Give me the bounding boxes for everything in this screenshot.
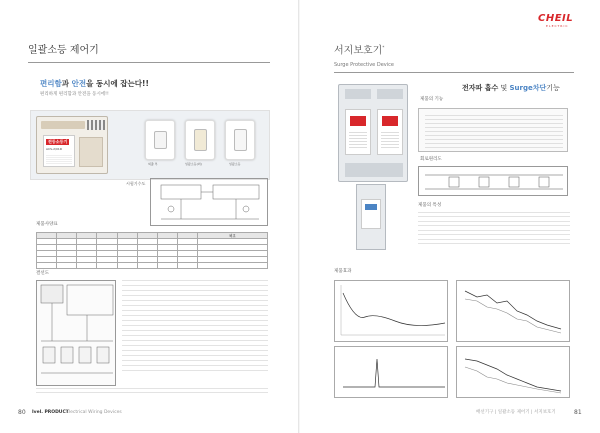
- left-page-number: 80: [18, 409, 26, 416]
- switch-label-1: 외출 부: [148, 162, 158, 166]
- left-subline: 편리하게 편리함과 안전을 동시에!!: [40, 92, 109, 97]
- right-page: [300, 0, 600, 433]
- spec-header-cell: 비고: [198, 233, 268, 239]
- right-headline: 전자파 흡수 및 Surge차단기능: [462, 84, 560, 92]
- switch-card-3: [225, 120, 255, 160]
- right-page-title: 서지보호기*: [334, 45, 385, 57]
- characteristics-block: [418, 212, 570, 248]
- surge-protector-product-image: [338, 84, 408, 182]
- spec-table-cell: [77, 263, 97, 269]
- spec-table-cell: [117, 263, 137, 269]
- left-footer-brand: Ivel. PRODUCT: [32, 410, 69, 415]
- spec-table-cell: [177, 263, 197, 269]
- effect-graph-2-svg: [457, 281, 571, 343]
- connection-diagram: [36, 280, 116, 386]
- circuit-diagram: [418, 166, 568, 196]
- effect-graph-1: [334, 280, 448, 342]
- right-page-number: 81: [574, 409, 582, 416]
- brand-logo-sub: ELECTRIC: [546, 24, 569, 28]
- spec-title: 제품사양표: [36, 222, 58, 227]
- left-title-rule: [28, 62, 270, 63]
- effect-graph-4: [456, 346, 570, 398]
- bottom-notes: [36, 388, 268, 396]
- characteristics-title: 제품의 특성: [418, 203, 442, 208]
- wiring-label: 시험기수도: [126, 181, 146, 186]
- brand-logo: CHEIL: [538, 13, 574, 24]
- spec-table-cell: [137, 263, 157, 269]
- right-page-subtitle: Surge Protective Device: [334, 62, 394, 68]
- features-block: [418, 108, 568, 152]
- effect-graph-3-svg: [335, 347, 449, 399]
- surge-protector-small-image: [356, 184, 386, 250]
- spec-table: [36, 232, 268, 269]
- connection-diagram-svg: [37, 281, 117, 387]
- right-title-rule: [334, 72, 574, 73]
- right-footer-text: 배선기구 | 일괄소등 제어기 | 서지보호기: [476, 410, 556, 415]
- spec-table-cell: [198, 263, 268, 269]
- switch-label-2: 일괄소등(외): [185, 162, 202, 166]
- switch-card-1: [145, 120, 175, 160]
- spec-table-cell: [157, 263, 177, 269]
- product-label-top: 전등소등기: [48, 139, 68, 144]
- left-page-title: 일괄소등 제어기: [28, 45, 99, 56]
- wiring-diagram-svg: [151, 179, 269, 227]
- effect-graph-1-svg: [335, 281, 449, 343]
- connection-notes-block: [122, 280, 268, 372]
- spec-table-row: [37, 263, 268, 269]
- effect-graph-2: [456, 280, 570, 342]
- controller-product-image: [36, 116, 108, 174]
- effect-graph-3: [334, 346, 448, 398]
- effect-title: 제품효과: [334, 269, 352, 274]
- effect-graph-4-svg: [457, 347, 571, 399]
- connection-title: 결선도: [36, 271, 50, 276]
- spec-table-cell: [57, 263, 77, 269]
- wiring-diagram: [150, 178, 268, 226]
- left-footer-text: Electrical Wiring Devices: [66, 410, 122, 415]
- product-label-model: ACS-2/01R: [46, 147, 62, 151]
- spec-table-cell: [37, 263, 57, 269]
- spec-table-cell: [97, 263, 117, 269]
- spec-table-body: [37, 239, 268, 269]
- left-headline: 편리함과 안전을 동시에 잡는다!!: [40, 79, 149, 88]
- switch-label-3: 일괄소등: [229, 162, 241, 166]
- circuit-title: 회로원리도: [420, 157, 442, 162]
- switch-card-2: [185, 120, 215, 160]
- features-title: 제품의 기능: [420, 97, 444, 102]
- circuit-diagram-svg: [419, 167, 569, 197]
